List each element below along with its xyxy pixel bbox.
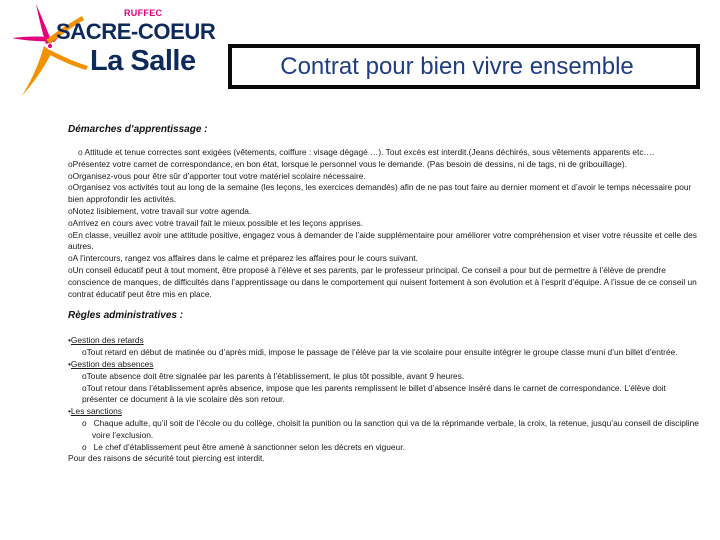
bullet-icon: o [68, 229, 73, 240]
bullet-icon: o [68, 182, 73, 193]
list-item: o Chaque adulte, qu’il soit de l’école ou du collège, choisit la punition ou la sanction qui va de la réprimande verbale, la croix, la retenue, jusqu’au conseil de discipline voire l’exclusion. [82, 417, 699, 440]
list-item: oArrivez en cours avec votre travail fait le mieux possible et les leçons apprises. [68, 217, 363, 228]
list-item: oOrganisez vos activités tout au long de la semaine (les leçons, les exercices demandés) afin de ne pas tout faire au dernier moment et d’avoir le temps nécessaire pour bien approfondir les activités. [68, 182, 692, 205]
bullet-icon: o [82, 441, 87, 452]
bullet-icon: o [68, 264, 73, 275]
list-item: oToute absence doit être signalée par les parents à l’établissement, le plus tôt possible, avant 9 heures. [82, 370, 465, 381]
logo-la-salle-text: La Salle [90, 45, 196, 77]
regles-list [68, 335, 700, 465]
bullet-icon: o [68, 205, 73, 216]
sanctions-heading: •Les sanctions [68, 406, 122, 417]
bullet-icon: o [68, 217, 73, 228]
bullet-icon: o [68, 253, 73, 264]
list-item: oOrganisez-vous pour être sûr d’apporter tout votre matériel scolaire nécessaire. [68, 170, 366, 181]
bullet-icon: o [82, 417, 87, 428]
retards-heading: •Gestion des retards [68, 335, 144, 346]
bullet-dot-icon: • [68, 406, 71, 417]
bullet-icon: o [82, 370, 87, 381]
school-logo [0, 0, 216, 110]
security-footer: Pour des raisons de sécurité tout piercing est interdit. [68, 453, 265, 464]
bullet-icon: o [68, 170, 73, 181]
bullet-dot-icon: • [68, 358, 71, 369]
list-item: o Le chef d’établissement peut être amené à sanctionner selon les décrets en vigueur. [82, 441, 405, 452]
absences-heading: •Gestion des absences [68, 358, 154, 369]
section-heading-regles: Règles administratives : [68, 310, 184, 322]
section-heading-demarches: Démarches d’apprentissage : [68, 124, 208, 135]
list-item: oEn classe, veuillez avoir une attitude positive, engagez vous à demander de l’aide supplémentaire pour améliorer votre compréhension et viser votre réussite et celle des autres. [68, 229, 697, 252]
page-title: Contrat pour bien vivre ensemble [280, 53, 634, 80]
list-item: oPrésentez votre carnet de correspondance, en bon état, lorsque le personnel vous le demande. (Pas besoin de dessins, ni de tags, ni de gribouillage). [68, 158, 627, 169]
title-box [232, 48, 696, 85]
bullet-dot-icon: • [68, 335, 71, 346]
list-item: oNotez lisiblement, votre travail sur votre agenda. [68, 205, 252, 216]
document-body [68, 124, 700, 465]
bullet-icon: o [78, 147, 83, 157]
list-item: o Attitude et tenue correctes sont exigées (vêtements, coiffure : visage dégagé …). Tout excès est interdit.(Jeans déchirés, sous vêtements apparents etc…. [78, 147, 655, 157]
bullet-icon: o [82, 382, 87, 393]
list-item: oTout retard en début de matinée ou d’après midi, impose le passage de l’élève par la vie scolaire pour ensuite intégrer le groupe classe muni d’un billet d’entrée. [82, 347, 678, 358]
list-item: oTout retour dans l’établissement après absence, impose que les parents remplissent le billet d’absence inséré dans le carnet de correspondance. L’élève doit présenter ce document à la vie scolaire dès son retour. [82, 382, 666, 405]
demarches-list [68, 147, 700, 300]
bullet-icon: o [82, 347, 87, 358]
list-item: oUn conseil éducatif peut à tout moment, être proposé à l’élève et ses parents, par le professeur principal. Ce conseil a pour but de permettre à l’élève de prendre conscience de manques, de difficultés dans l’apprentissage ou dans le comportement qui nuisent fortement à son évolution et à l’esprit d’équipe. A l’issue de ce conseil un contrat éducatif peut être mis en place. [68, 264, 697, 299]
bullet-icon: o [68, 158, 73, 169]
list-item: oA l’intercours, rangez vos affaires dans le calme et préparez les affaires pour le cours suivant. [68, 253, 418, 264]
logo-ruffec-text: RUFFEC [124, 8, 163, 18]
logo-sacre-coeur-text: SACRE-COEUR [56, 19, 216, 44]
